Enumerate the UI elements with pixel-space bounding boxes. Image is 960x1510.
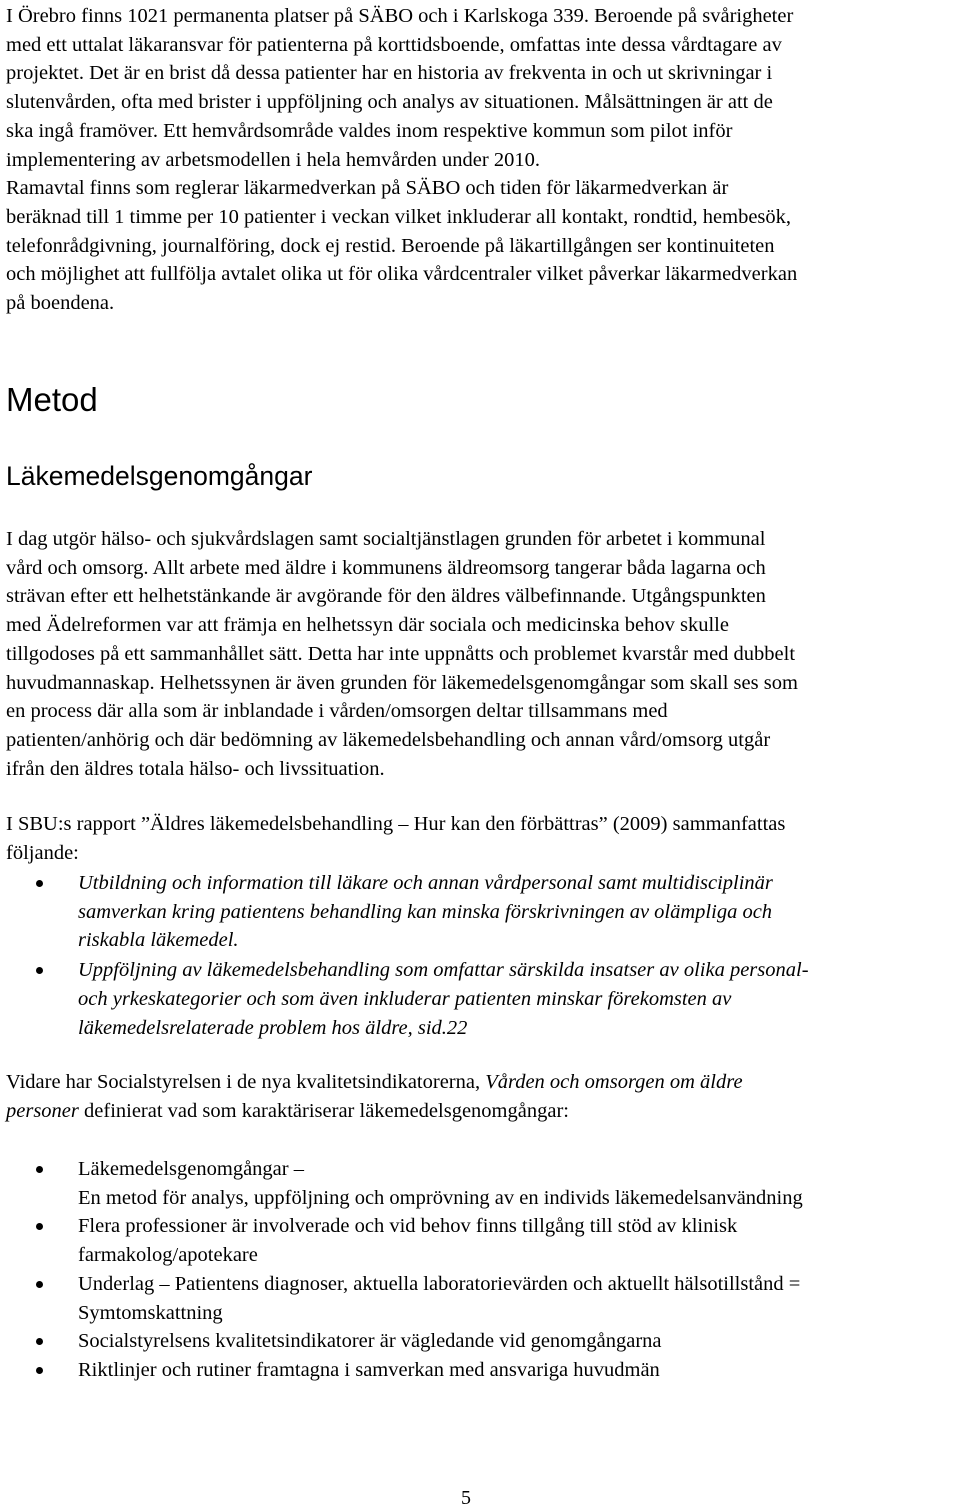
text-line: I SBU:s rapport ”Äldres läkemedelsbehandling – Hur kan den förbättras” (2009) sammanfattas [6,813,786,835]
text-line: följande: [6,841,79,864]
bullet-icon [36,1166,43,1173]
list-item [0,1212,960,1269]
text-line: ifrån den äldres totala hälso- och livssituation. [6,757,385,780]
report-title-italic: personer [6,1099,79,1122]
section-heading: Metod [6,381,98,418]
sbu-bullet-list [0,869,960,1042]
bullet-icon [36,1223,43,1230]
intro-paragraph [6,2,956,318]
text-line: I Örebro finns 1021 permanenta platser på SÄBO och i Karlskoga 339. Beroende på svårigheter [6,5,794,27]
sbu-intro-paragraph [6,810,956,867]
text-line: Riktlinjer och rutiner framtagna i samverkan med ansvariga huvudmän [78,1358,660,1381]
text-line: En metod för analys, uppföljning och omprövning av en individs läkemedelsanvändning [78,1186,803,1209]
text-line [6,1097,956,1126]
text-line: Underlag – Patientens diagnoser, aktuella laboratorievärden och aktuellt hälsotillstånd = [78,1272,801,1295]
socialstyrelsen-paragraph [6,1068,956,1125]
text-line: patienten/anhörig och där bedömning av läkemedelsbehandling och annan vård/omsorg utgår [6,728,771,751]
text-line: farmakolog/apotekare [78,1244,258,1267]
bullet-icon [36,1338,43,1345]
report-title-italic: Vården och omsorgen om äldre [485,1071,743,1093]
text-line: Utbildning och information till läkare och annan vårdpersonal samt multidisciplinär [78,872,773,894]
text-run: Vidare har Socialstyrelsen i de nya kvalitetsindikatorerna, [6,1071,486,1093]
text-line: en process där alla som är inblandade i vården/omsorgen deltar tillsammans med [6,700,668,723]
text-line: på boendena. [6,292,115,315]
text-line: Ramavtal finns som reglerar läkarmedverkan på SÄBO och tiden för läkarmedverkan är [6,177,729,200]
text-run: definierat vad som karaktäriserar läkemedelsgenomgångar: [78,1099,569,1122]
text-line: projektet. Det är en brist då dessa patienter har en historia av frekventa in och ut skrivningar i [6,62,773,85]
text-line: slutenvården, ofta med brister i uppföljning och analys av situationen. Målsättningen är att de [6,91,773,114]
text-line: Flera professioner är involverade och vid behov finns tillgång till stöd av klinisk [78,1215,738,1238]
bullet-icon [36,1367,43,1374]
text-line: och yrkeskategorier och som även inkluderar patienten minskar förekomsten av [78,987,732,1010]
text-line: implementering av arbetsmodellen i hela hemvården under 2010. [6,148,540,171]
text-line: I dag utgör hälso- och sjukvårdslagen samt socialtjänstlagen grunden för arbetet i kommunal [6,528,766,550]
text-line: beräknad till 1 timme per 10 patienter i veckan vilket inkluderar all kontakt, rondtid, hembesök, [6,205,792,228]
list-item [0,956,960,1042]
text-line: med Ädelreformen var att främja en helhetssyn där sociala och medicinska behov skulle [6,614,729,637]
text-line: samverkan kring patientens behandling kan minska förskrivningen av olämpliga och [78,900,773,923]
list-item [0,1356,960,1385]
page-number: 5 [461,1487,471,1509]
text-line: med ett uttalat läkaransvar för patienterna på korttidsboende, omfattas inte dessa vårdtagare av [6,33,782,56]
text-line: tillgodoses på ett sammanhållet sätt. Detta har inte uppnåtts och problemet kvarstår med dubbelt [6,642,796,665]
text-line: vård och omsorg. Allt arbete med äldre i kommunens äldreomsorg tangerar båda lagarna och [6,556,766,579]
list-item [0,869,960,955]
list-item [0,1270,960,1327]
list-item [0,1155,960,1212]
text-line: och möjlighet att fullfölja avtalet olika ut för olika vårdcentraler vilket påverkar läkarmedverkan [6,263,798,286]
body-paragraph [6,525,956,783]
bullet-icon [36,967,43,974]
bullet-icon [36,1281,43,1288]
text-line: telefonrådgivning, journalföring, dock ej restid. Beroende på läkartillgången ser kontinuiteten [6,234,775,257]
text-line: strävan efter ett helhetstänkande är avgörande för den äldres välbefinnande. Utgångspunkten [6,585,766,608]
subsection-heading: Läkemedelsgenomgångar [6,461,313,491]
bullet-icon [36,880,43,887]
text-line: riskabla läkemedel. [78,929,239,952]
text-line: Uppföljning av läkemedelsbehandling som omfattar särskilda insatser av olika personal- [78,959,809,982]
text-line: Socialstyrelsens kvalitetsindikatorer är vägledande vid genomgångarna [78,1330,662,1353]
text-line: läkemedelsrelaterade problem hos äldre, sid.22 [78,1016,468,1039]
list-item [0,1327,960,1356]
text-line: Symtomskattning [78,1301,223,1324]
text-line: Läkemedelsgenomgångar – [78,1158,304,1180]
text-line: huvudmannaskap. Helhetssynen är även grunden för läkemedelsgenomgångar som skall ses som [6,671,798,694]
text-line [6,1068,956,1097]
text-line: ska ingå framöver. Ett hemvårdsområde valdes inom respektive kommun som pilot inför [6,119,733,142]
definition-bullet-list [0,1155,960,1385]
